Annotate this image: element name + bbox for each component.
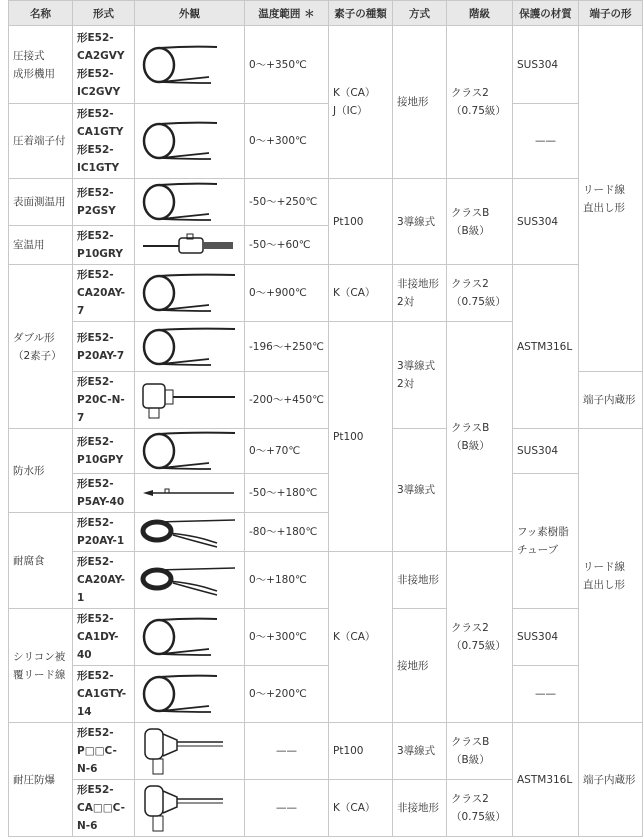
flat-coil-icon [139, 563, 240, 597]
model-number-cell: 形E52- P10GRY [73, 226, 135, 265]
table-row [9, 104, 643, 179]
thin-rod-icon [139, 485, 240, 501]
temperature-range-cell: -200～+450℃ [245, 372, 329, 429]
column-header: 端子の形 [579, 1, 643, 26]
coiled-cable-icon [139, 615, 240, 659]
method-cell: 非接地形 [393, 780, 447, 837]
explosion-proof-head-icon [139, 726, 240, 776]
model-number-cell: 形E52- P2GSY [73, 179, 135, 226]
appearance-cell [135, 780, 245, 837]
appearance-cell [135, 513, 245, 552]
grade-cell: クラスB （B級） [447, 322, 513, 552]
coiled-cable-icon [139, 672, 240, 716]
table-row [9, 179, 643, 226]
table-row [9, 265, 643, 322]
model-number-cell: 形E52- P20AY-7 [73, 322, 135, 372]
model-number-cell: 形E52- P20AY-1 [73, 513, 135, 552]
column-header: 温度範囲 ＊ [245, 1, 329, 26]
coiled-cable-icon [139, 119, 240, 163]
grade-cell: クラス2 （0.75級） [447, 265, 513, 322]
product-name-cell: 防水形 [9, 429, 73, 513]
protection-material-cell: SUS304 [513, 429, 579, 474]
element-type-cell: K（CA） [329, 780, 393, 837]
thermocouple-spec-table [8, 0, 643, 837]
coiled-cable-icon [139, 43, 240, 87]
model-number-cell: 形E52- P20C-N- 7 [73, 372, 135, 429]
coiled-probe-icon [139, 429, 240, 473]
model-number-cell: 形E52- CA1DY- 40 [73, 609, 135, 666]
appearance-cell [135, 179, 245, 226]
product-name-cell: 耐腐食 [9, 513, 73, 609]
product-name-cell: 室温用 [9, 226, 73, 265]
model-number-cell: 形E52- CA□□C- N-6 [73, 780, 135, 837]
room-sensor-icon [139, 232, 240, 258]
protection-material-cell: SUS304 [513, 26, 579, 104]
product-name-cell: 圧着端子付 [9, 104, 73, 179]
column-header: 素子の種類 [329, 1, 393, 26]
method-cell: 3導線式 [393, 429, 447, 552]
model-number-cell: 形E52- CA2GVY 形E52- IC2GVY [73, 26, 135, 104]
model-number-cell: 形E52- P10GPY [73, 429, 135, 474]
temperature-range-cell: 0～+300℃ [245, 104, 329, 179]
method-cell: 3導線式 [393, 723, 447, 780]
temperature-range-cell: -80～+180℃ [245, 513, 329, 552]
appearance-cell [135, 429, 245, 474]
model-number-cell: 形E52- CA20AY- 1 [73, 552, 135, 609]
appearance-cell [135, 104, 245, 179]
protection-material-cell: ASTM316L [513, 265, 579, 429]
product-name-cell: 表面測温用 [9, 179, 73, 226]
temperature-range-cell: —— [245, 780, 329, 837]
model-number-cell: 形E52- CA1GTY- 14 [73, 666, 135, 723]
appearance-cell [135, 322, 245, 372]
protection-material-cell: SUS304 [513, 179, 579, 265]
explosion-proof-head-icon [139, 783, 240, 833]
grade-cell: クラス2 （0.75級） [447, 26, 513, 179]
appearance-cell [135, 666, 245, 723]
model-number-cell: 形E52- P□□C- N-6 [73, 723, 135, 780]
terminal-type-cell: 端子内蔵形 [579, 372, 643, 429]
method-cell: 3導線式 2対 [393, 322, 447, 429]
column-header: 形式 [73, 1, 135, 26]
temperature-range-cell: —— [245, 723, 329, 780]
element-type-cell: Pt100 [329, 179, 393, 265]
appearance-cell [135, 609, 245, 666]
terminal-head-icon [139, 378, 240, 422]
table-row [9, 666, 643, 723]
grade-cell: クラスB （B級） [447, 179, 513, 265]
temperature-range-cell: 0～+70℃ [245, 429, 329, 474]
temperature-range-cell: 0～+300℃ [245, 609, 329, 666]
method-cell: 3導線式 [393, 179, 447, 265]
coiled-probe-icon [139, 271, 240, 315]
temperature-range-cell: -50～+250℃ [245, 179, 329, 226]
element-type-cell: Pt100 [329, 723, 393, 780]
terminal-type-cell: リード線 直出し形 [579, 429, 643, 723]
table-row [9, 474, 643, 513]
model-number-cell: 形E52- CA1GTY 形E52- IC1GTY [73, 104, 135, 179]
product-name-cell: シリコン被 覆リード線 [9, 609, 73, 723]
table-row [9, 723, 643, 780]
element-type-cell: Pt100 [329, 322, 393, 552]
appearance-cell [135, 474, 245, 513]
appearance-cell [135, 552, 245, 609]
method-cell: 非接地形 [393, 552, 447, 609]
table-row [9, 26, 643, 104]
appearance-cell [135, 265, 245, 322]
element-type-cell: K（CA） [329, 265, 393, 322]
product-name-cell: 耐圧防爆 [9, 723, 73, 837]
method-cell: 接地形 [393, 26, 447, 179]
column-header: 階級 [447, 1, 513, 26]
temperature-range-cell: 0～+180℃ [245, 552, 329, 609]
temperature-range-cell: -196～+250℃ [245, 322, 329, 372]
table-row [9, 609, 643, 666]
appearance-cell [135, 372, 245, 429]
method-cell: 接地形 [393, 609, 447, 723]
column-header: 方式 [393, 1, 447, 26]
grade-cell: クラス2 （0.75級） [447, 780, 513, 837]
product-name-cell: ダブル形 （2素子） [9, 265, 73, 429]
method-cell: 非接地形 2対 [393, 265, 447, 322]
header-row [9, 1, 643, 26]
protection-material-cell: —— [513, 666, 579, 723]
appearance-cell [135, 723, 245, 780]
terminal-type-cell: リード線 直出し形 [579, 26, 643, 372]
element-type-cell: K（CA） J（IC） [329, 26, 393, 179]
model-number-cell: 形E52- CA20AY- 7 [73, 265, 135, 322]
protection-material-cell: ASTM316L [513, 723, 579, 837]
table-row [9, 429, 643, 474]
element-type-cell: K（CA） [329, 552, 393, 723]
grade-cell: クラスB （B級） [447, 723, 513, 780]
temperature-range-cell: 0～+200℃ [245, 666, 329, 723]
column-header: 名称 [9, 1, 73, 26]
flat-coil-icon [139, 515, 240, 549]
temperature-range-cell: -50～+60℃ [245, 226, 329, 265]
protection-material-cell: フッ素樹脂 チューブ [513, 474, 579, 609]
product-name-cell: 圧接式 成形機用 [9, 26, 73, 104]
model-number-cell: 形E52- P5AY-40 [73, 474, 135, 513]
coiled-cable-icon [139, 180, 240, 224]
temperature-range-cell: 0～+350℃ [245, 26, 329, 104]
temperature-range-cell: 0～+900℃ [245, 265, 329, 322]
grade-cell: クラス2 （0.75級） [447, 552, 513, 723]
terminal-type-cell: 端子内蔵形 [579, 723, 643, 837]
appearance-cell [135, 226, 245, 265]
coiled-probe-icon [139, 325, 240, 369]
column-header: 外観 [135, 1, 245, 26]
appearance-cell [135, 26, 245, 104]
temperature-range-cell: -50～+180℃ [245, 474, 329, 513]
protection-material-cell: SUS304 [513, 609, 579, 666]
column-header: 保護の材質 [513, 1, 579, 26]
protection-material-cell: —— [513, 104, 579, 179]
